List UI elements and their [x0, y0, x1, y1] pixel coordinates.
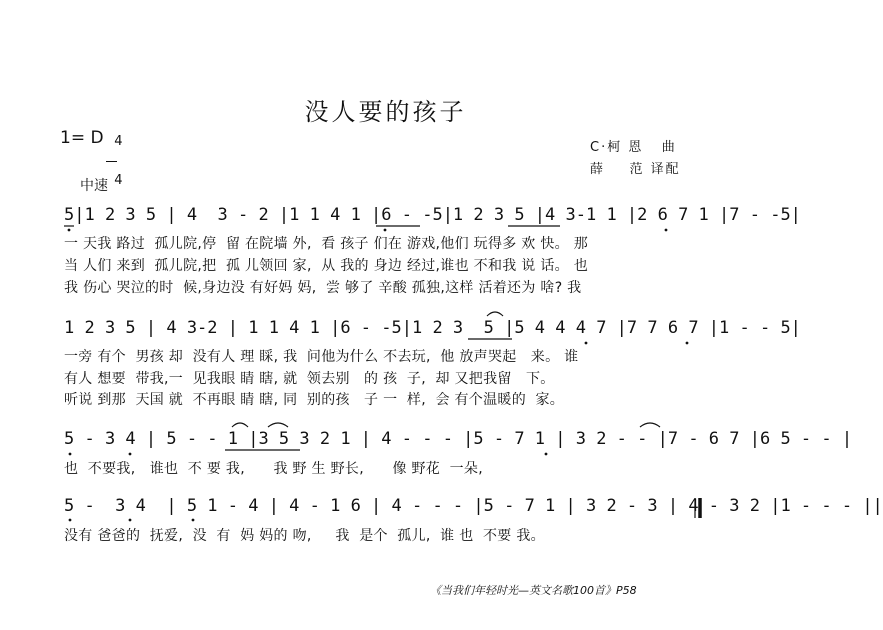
octave-dot: [665, 229, 668, 232]
tie-arc: [487, 312, 503, 316]
lyric-line-2-3: 听说 到那 天国 就 不再眼 睛 瞎, 同 别的孩 子 一 样, 会 有个温暖的 家。: [64, 392, 565, 408]
lyric-line-2-1: 一旁 有个 男孩 却 没有人 理 睬, 我 问他为什么 不去玩, 他 放声哭起 来。 谁: [64, 349, 579, 365]
octave-dot: [129, 453, 132, 456]
octave-dot: [686, 342, 689, 345]
lyric-line-2-2: 有人 想要 带我,一 见我眼 睛 瞎, 就 领去别 的 孩 子, 却 又把我留 下。: [64, 371, 555, 387]
octave-dot: [69, 453, 72, 456]
melody-line-1: 5|1 2 3 5 | 4 3 - 2 |1 1 4 1 |6 - -5|1 2 3 5 |4 3-1 1 |2 6 7 1 |7 - -5|: [64, 205, 801, 225]
tempo-marking: 中速: [80, 178, 108, 194]
lyric-line-1-3: 我 伤心 哭泣的时 候,身边没 有好妈 妈, 尝 够了 辛酸 孤独,这样 活着还为 啥? 我: [64, 280, 582, 296]
octave-dot: [545, 453, 548, 456]
melody-line-3: 5 - 3 4 | 5 - - 1 |3 5 3 2 1 | 4 - - - |5 - 7 1 | 3 2 - - |7 - 6 7 |6 5 - - |: [64, 429, 853, 449]
lyric-line-4-1: 没有 爸爸的 抚爱, 没 有 妈 妈的 吻, 我 是个 孤儿, 谁 也 不要 我。: [64, 528, 545, 544]
lyric-line-1-1: 一 天我 路过 孤儿院,停 留 在院墙 外, 看 孩子 们在 游戏,他们 玩得多 欢 快。 那: [64, 236, 589, 252]
key-signature: 1= D: [60, 128, 104, 148]
octave-dot: [384, 229, 387, 232]
time-signature-top: 4: [114, 134, 123, 149]
melody-line-4: 5 - 3 4 | 5 1 - 4 | 4 - 1 6 | 4 - - - |5 - 7 1 | 3 2 - 3 | 4 - 3 2 |1 - - - ||: [64, 496, 883, 516]
lyric-line-1-2: 当 人们 来到 孤儿院,把 孤 儿领回 家, 从 我的 身边 经过,谁也 不和我 说 话。 也: [64, 258, 589, 274]
time-signature-bar: [106, 161, 117, 162]
arranger-credit: 薛 范 译配: [590, 162, 681, 177]
tie-arc: [232, 423, 248, 427]
octave-dot: [192, 519, 195, 522]
octave-dot: [585, 342, 588, 345]
song-title: 没人要的孩子: [304, 98, 467, 126]
tie-arc: [640, 423, 660, 427]
octave-dot: [69, 519, 72, 522]
composer-credit: C·柯 恩 曲: [590, 140, 677, 155]
time-signature-bottom: 4: [114, 173, 123, 188]
tie-arc: [268, 423, 288, 427]
lyric-line-3-1: 也 不要我, 谁也 不 要 我, 我 野 生 野长, 像 野花 一朵,: [64, 461, 483, 477]
octave-dot: [68, 229, 71, 232]
melody-line-2: 1 2 3 5 | 4 3-2 | 1 1 4 1 |6 - -5|1 2 3 5 |5 4 4 4 7 |7 7 6 7 |1 - - 5|: [64, 318, 801, 338]
source-citation: 《当我们年轻时光—英文名歌100首》P58: [430, 584, 637, 597]
octave-dot: [129, 519, 132, 522]
